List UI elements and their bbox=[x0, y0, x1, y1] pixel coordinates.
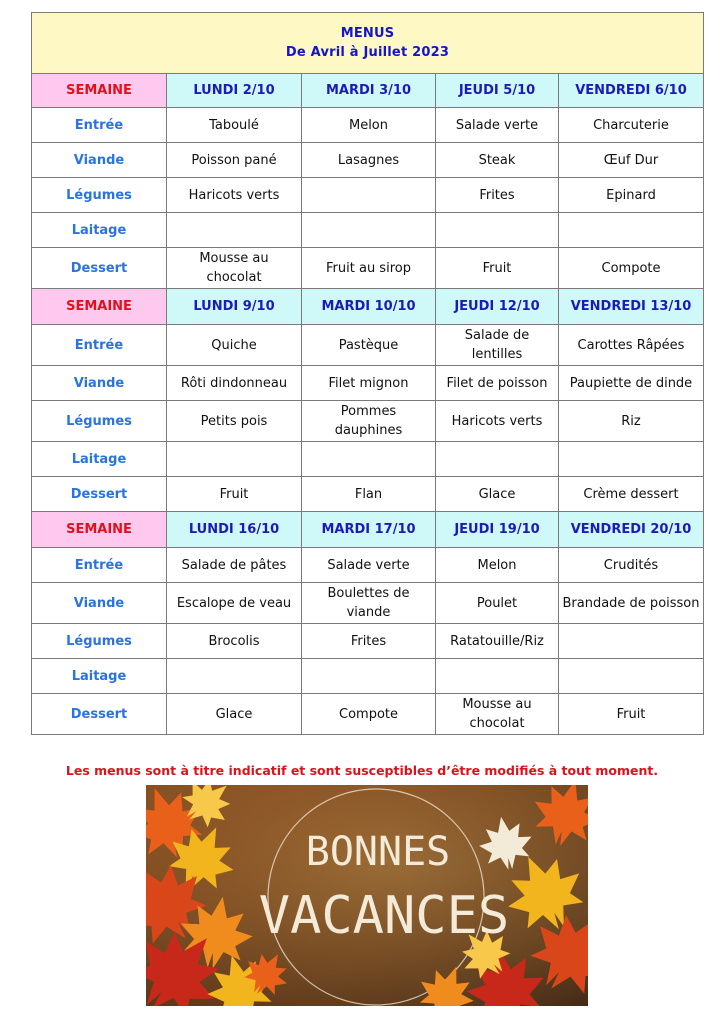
dish-cell: Brandade de poisson bbox=[559, 583, 704, 624]
dish-cell: Compote bbox=[559, 248, 704, 289]
menu-row-laitage bbox=[32, 442, 704, 477]
dish-cell: Glace bbox=[167, 694, 302, 735]
dish-cell: Salade verte bbox=[436, 108, 559, 143]
dish-cell: Riz bbox=[559, 401, 704, 442]
menu-row-legumes bbox=[32, 401, 704, 442]
row-label-entree: Entrée bbox=[32, 325, 167, 366]
dish-cell: Paupiette de dinde bbox=[559, 366, 704, 401]
dish-cell: Melon bbox=[302, 108, 436, 143]
dish-cell: Boulettes de viande bbox=[302, 583, 436, 624]
day-header: VENDREDI 6/10 bbox=[559, 74, 704, 108]
page-title: MENUS bbox=[340, 26, 395, 41]
day-header: JEUDI 5/10 bbox=[436, 74, 559, 108]
dish-cell bbox=[167, 213, 302, 248]
bonnes-vacances-banner bbox=[146, 785, 588, 1006]
title-block bbox=[32, 13, 704, 74]
menu-row-legumes bbox=[32, 624, 704, 659]
dish-cell bbox=[559, 442, 704, 477]
day-header: JEUDI 19/10 bbox=[436, 512, 559, 548]
dish-cell: Melon bbox=[436, 548, 559, 583]
dish-cell bbox=[302, 659, 436, 694]
dish-cell bbox=[559, 624, 704, 659]
row-label-dessert: Dessert bbox=[32, 694, 167, 735]
row-label-legumes: Légumes bbox=[32, 401, 167, 442]
dish-cell: Frites bbox=[302, 624, 436, 659]
week-label: SEMAINE bbox=[32, 74, 167, 108]
dish-cell: Mousse au chocolat bbox=[436, 694, 559, 735]
row-label-viande: Viande bbox=[32, 143, 167, 178]
menu-row-entree bbox=[32, 548, 704, 583]
dish-cell: Glace bbox=[436, 477, 559, 512]
row-label-laitage: Laitage bbox=[32, 213, 167, 248]
dish-cell: Steak bbox=[436, 143, 559, 178]
dish-cell: Poisson pané bbox=[167, 143, 302, 178]
dish-cell: Salade de pâtes bbox=[167, 548, 302, 583]
dish-cell: Taboulé bbox=[167, 108, 302, 143]
dish-cell: Flan bbox=[302, 477, 436, 512]
dish-cell: Frites bbox=[436, 178, 559, 213]
disclaimer-note: Les menus sont à titre indicatif et sont susceptibles d’être modifiés à tout moment. bbox=[65, 763, 659, 778]
row-label-dessert: Dessert bbox=[32, 477, 167, 512]
dish-cell: Epinard bbox=[559, 178, 704, 213]
dish-cell: Crème dessert bbox=[559, 477, 704, 512]
dish-cell: Salade verte bbox=[302, 548, 436, 583]
dish-cell: Carottes Râpées bbox=[559, 325, 704, 366]
menu-row-dessert bbox=[32, 248, 704, 289]
dish-cell: Pastèque bbox=[302, 325, 436, 366]
dish-cell: Filet mignon bbox=[302, 366, 436, 401]
banner-line-2: VACANCES bbox=[258, 886, 510, 946]
week-header-row bbox=[32, 289, 704, 325]
dish-cell: Fruit bbox=[436, 248, 559, 289]
dish-cell: Poulet bbox=[436, 583, 559, 624]
day-header: LUNDI 9/10 bbox=[167, 289, 302, 325]
row-label-laitage: Laitage bbox=[32, 659, 167, 694]
day-header: MARDI 17/10 bbox=[302, 512, 436, 548]
menu-row-viande bbox=[32, 143, 704, 178]
row-label-legumes: Légumes bbox=[32, 178, 167, 213]
dish-cell: Charcuterie bbox=[559, 108, 704, 143]
menu-row-viande bbox=[32, 583, 704, 624]
day-header: VENDREDI 20/10 bbox=[559, 512, 704, 548]
dish-cell: Haricots verts bbox=[436, 401, 559, 442]
dish-cell: Fruit bbox=[559, 694, 704, 735]
dish-cell: Fruit au sirop bbox=[302, 248, 436, 289]
dish-cell: Escalope de veau bbox=[167, 583, 302, 624]
day-header: LUNDI 2/10 bbox=[167, 74, 302, 108]
dish-cell: Quiche bbox=[167, 325, 302, 366]
dish-cell bbox=[167, 659, 302, 694]
banner-line-1: BONNES bbox=[305, 829, 451, 875]
menu-table bbox=[31, 12, 704, 735]
menu-row-legumes bbox=[32, 178, 704, 213]
menu-row-dessert bbox=[32, 477, 704, 512]
row-label-viande: Viande bbox=[32, 366, 167, 401]
dish-cell bbox=[436, 442, 559, 477]
row-label-laitage: Laitage bbox=[32, 442, 167, 477]
row-label-dessert: Dessert bbox=[32, 248, 167, 289]
dish-cell bbox=[167, 442, 302, 477]
dish-cell: Rôti dindonneau bbox=[167, 366, 302, 401]
dish-cell bbox=[436, 659, 559, 694]
dish-cell: Brocolis bbox=[167, 624, 302, 659]
dish-cell: Crudités bbox=[559, 548, 704, 583]
row-label-viande: Viande bbox=[32, 583, 167, 624]
dish-cell: Œuf Dur bbox=[559, 143, 704, 178]
dish-cell bbox=[302, 178, 436, 213]
row-label-legumes: Légumes bbox=[32, 624, 167, 659]
menu-row-laitage bbox=[32, 213, 704, 248]
day-header: MARDI 10/10 bbox=[302, 289, 436, 325]
day-header: LUNDI 16/10 bbox=[167, 512, 302, 548]
page-subtitle: De Avril à Juillet 2023 bbox=[285, 45, 450, 60]
week-label: SEMAINE bbox=[32, 289, 167, 325]
week-header-row bbox=[32, 74, 704, 108]
dish-cell: Petits pois bbox=[167, 401, 302, 442]
row-label-entree: Entrée bbox=[32, 108, 167, 143]
dish-cell bbox=[559, 659, 704, 694]
dish-cell: Salade de lentilles bbox=[436, 325, 559, 366]
week-label: SEMAINE bbox=[32, 512, 167, 548]
dish-cell: Mousse au chocolat bbox=[167, 248, 302, 289]
day-header: MARDI 3/10 bbox=[302, 74, 436, 108]
row-label-entree: Entrée bbox=[32, 548, 167, 583]
week-header-row bbox=[32, 512, 704, 548]
dish-cell: Compote bbox=[302, 694, 436, 735]
dish-cell: Pommes dauphines bbox=[302, 401, 436, 442]
day-header: VENDREDI 13/10 bbox=[559, 289, 704, 325]
dish-cell bbox=[559, 213, 704, 248]
menu-row-laitage bbox=[32, 659, 704, 694]
day-header: JEUDI 12/10 bbox=[436, 289, 559, 325]
autumn-leaves-illustration bbox=[146, 785, 588, 1006]
dish-cell bbox=[436, 213, 559, 248]
dish-cell: Lasagnes bbox=[302, 143, 436, 178]
menu-row-entree bbox=[32, 325, 704, 366]
menu-row-dessert bbox=[32, 694, 704, 735]
menu-row-entree bbox=[32, 108, 704, 143]
dish-cell bbox=[302, 442, 436, 477]
dish-cell: Fruit bbox=[167, 477, 302, 512]
dish-cell: Filet de poisson bbox=[436, 366, 559, 401]
dish-cell bbox=[302, 213, 436, 248]
dish-cell: Haricots verts bbox=[167, 178, 302, 213]
dish-cell: Ratatouille/Riz bbox=[436, 624, 559, 659]
menu-row-viande bbox=[32, 366, 704, 401]
menu-sheet bbox=[31, 12, 703, 735]
